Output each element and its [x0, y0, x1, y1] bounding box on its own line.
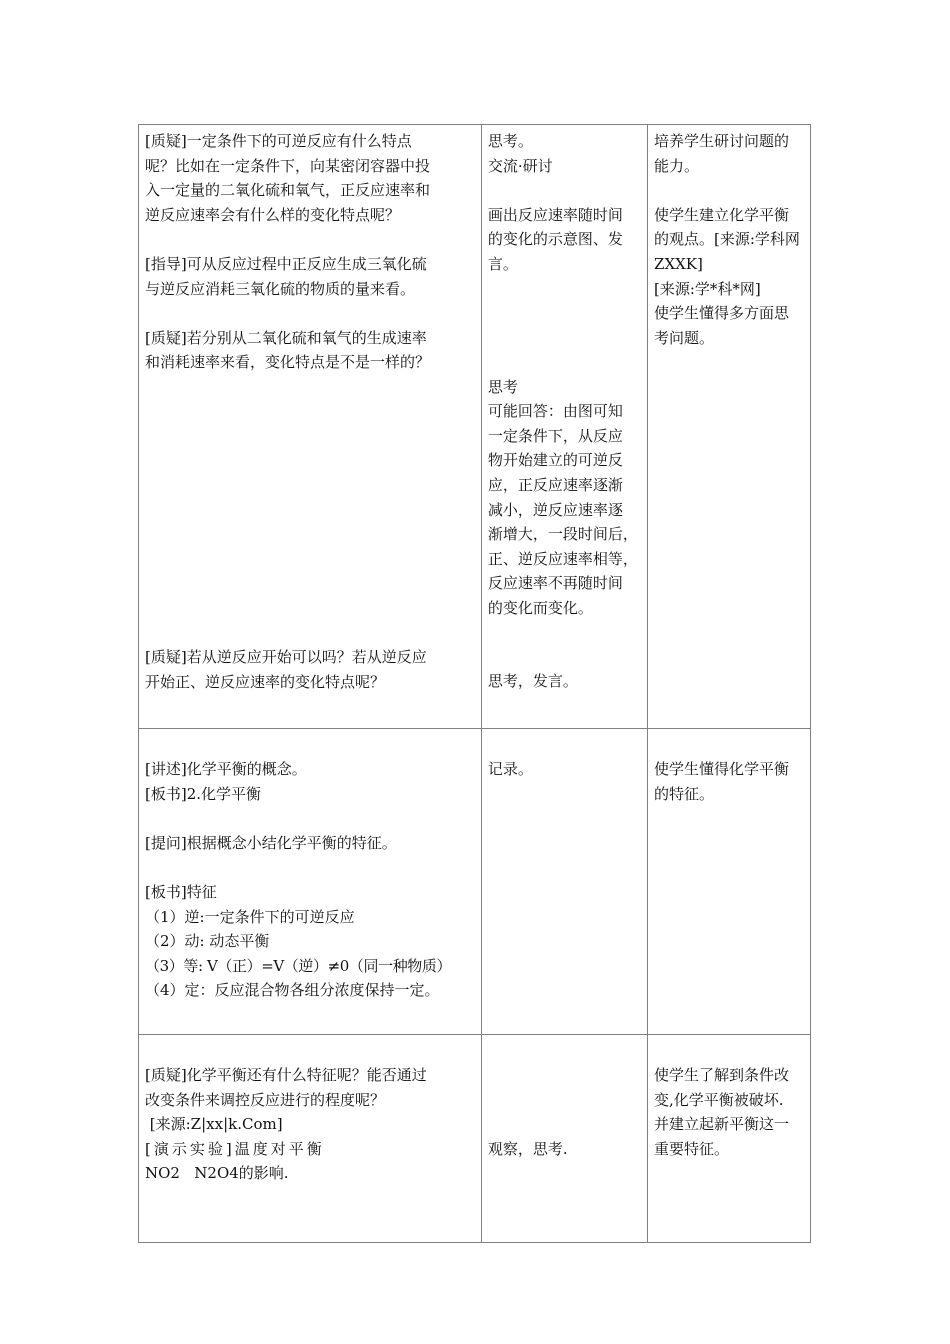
purpose-text: ZXXK]: [654, 254, 703, 273]
teacher-text: 开始正、逆反应速率的变化特点呢？: [145, 672, 386, 691]
student-text: 言。: [487, 254, 518, 273]
student-text: 的变化的示意图、发: [487, 230, 623, 249]
purpose-text: 变,化学平衡被破坏.: [654, 1090, 784, 1109]
teacher-text: [质疑]若分别从二氧化硫和氧气的生成速率: [145, 328, 427, 347]
student-text: 的变化而变化。: [487, 598, 593, 617]
student-text: 思考: [487, 377, 518, 396]
teacher-text: 入一定量的二氧化硫和氧气，正反应速率和: [145, 181, 431, 200]
teacher-text: 改变条件来调控反应进行的程度呢？: [145, 1090, 386, 1109]
student-activity-cell: [481, 1035, 647, 1243]
purpose-text: 能力。: [654, 156, 700, 175]
purpose-text: 使学生懂得化学平衡: [654, 760, 790, 778]
purpose-cell: [648, 125, 811, 729]
teacher-text: （1）逆:一定条件下的可逆反应: [145, 907, 355, 926]
student-text: 应，正反应速率逐渐: [487, 475, 623, 494]
student-text: 渐增大，一段时间后，: [487, 525, 638, 544]
teacher-text: [质疑]若从逆反应开始可以吗？若从逆反应: [145, 647, 427, 666]
student-activity-cell: [481, 729, 647, 1035]
purpose-cell: [648, 1035, 811, 1243]
teacher-text: （2）动: 动态平衡: [145, 932, 270, 951]
purpose-text: 使学生建立化学平衡: [654, 205, 790, 224]
student-text: 观察，思考.: [487, 1140, 568, 1158]
teacher-text: 呢？比如在一定条件下，向某密闭容器中投: [145, 156, 431, 175]
student-text: 一定条件下，从反应: [487, 426, 623, 445]
student-text: 减小，逆反应速率逐: [487, 500, 623, 519]
student-text: 物开始建立的可逆反: [487, 451, 623, 470]
purpose-text: 重要特征。: [654, 1139, 730, 1158]
lesson-plan-table: [138, 124, 811, 1243]
purpose-text: 培养学生研讨问题的: [654, 132, 790, 150]
teacher-text: [提问]根据概念小结化学平衡的特征。: [145, 833, 397, 852]
teacher-text: [板书]特征: [145, 882, 217, 901]
teacher-activity-cell: [139, 1035, 482, 1243]
teacher-text: 逆反应速率会有什么样的变化特点呢？: [145, 205, 401, 224]
student-text: 反应速率不再随时间: [487, 574, 623, 593]
student-activity-cell: [481, 125, 647, 729]
teacher-activity-cell: [139, 125, 482, 729]
student-text: 画出反应速率随时间: [487, 205, 623, 224]
student-text: 思考。: [487, 132, 533, 150]
teacher-activity-cell: [139, 729, 482, 1035]
purpose-text: 使学生了解到条件改: [654, 1066, 790, 1084]
teacher-text: [质疑]化学平衡还有什么特征呢？能否通过: [145, 1066, 427, 1084]
purpose-text: 考问题。: [654, 328, 715, 347]
teacher-text: 和消耗速率来看，变化特点是不是一样的？: [145, 353, 431, 372]
purpose-text: 并建立起新平衡这一: [654, 1115, 790, 1134]
teacher-text: [讲述]化学平衡的概念。: [145, 760, 307, 778]
teacher-text: NO2 N2O4的影响.: [145, 1164, 289, 1183]
source-note: [来源:Z|xx|k.Com]: [145, 1115, 283, 1134]
teacher-text: [质疑]一定条件下的可逆反应有什么特点: [145, 132, 412, 150]
table-row: [139, 729, 811, 1035]
teacher-text: 与逆反应消耗三氧化硫的物质的量来看。: [145, 279, 416, 298]
teacher-text: （3）等: V（正）=V（逆）≠0（同一种物质）: [145, 956, 452, 975]
student-text: 正、逆反应速率相等，: [487, 549, 638, 568]
teacher-text: [板书]2.化学平衡: [145, 784, 262, 803]
student-text: 交流·研讨: [487, 156, 553, 175]
student-text: 可能回答：由图可知: [487, 402, 623, 421]
teacher-text: [演示实验]温度对平衡: [145, 1139, 325, 1158]
purpose-text: 使学生懂得多方面思: [654, 304, 790, 323]
student-text: 记录。: [487, 760, 533, 778]
purpose-text: 的特征。: [654, 784, 715, 803]
purpose-text: 的观点。[来源:学科网: [654, 230, 800, 249]
table-row: [139, 1035, 811, 1243]
purpose-text: [来源:学*科*网]: [654, 279, 761, 298]
teacher-text: （4）定：反应混合物各组分浓度保持一定。: [145, 981, 440, 1000]
purpose-cell: [648, 729, 811, 1035]
teacher-text: [指导]可从反应过程中正反应生成三氧化硫: [145, 254, 427, 273]
student-text: 思考，发言。: [487, 671, 578, 690]
table-row: [139, 125, 811, 729]
